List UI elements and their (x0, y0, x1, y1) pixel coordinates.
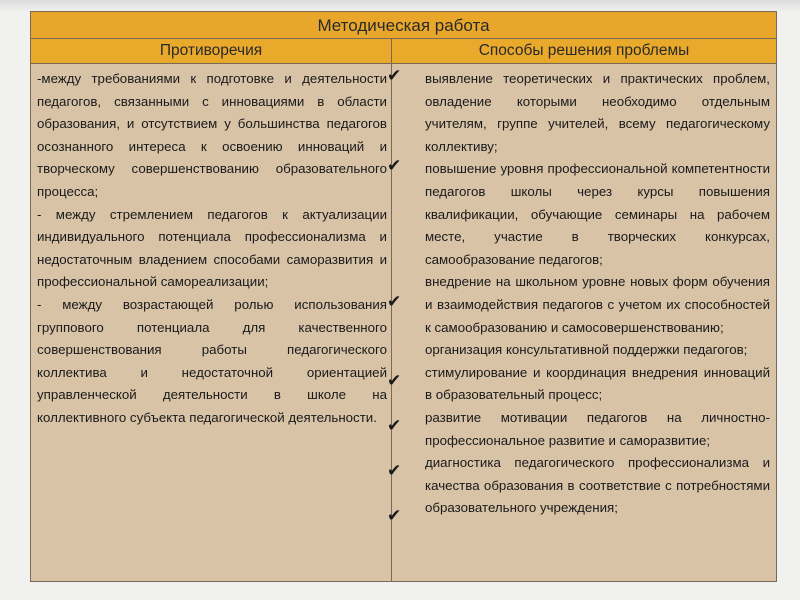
solution-item: стимулирование и координация внедрения инноваций в образовательный процесс; (425, 364, 770, 403)
checkmark-icon: ✔ (387, 156, 402, 176)
methodical-work-table (30, 11, 777, 582)
table-title: Методическая работа (31, 12, 776, 39)
checkmark-icon: ✔ (387, 371, 402, 391)
solutions-cell (425, 68, 770, 520)
table-header-row (31, 39, 776, 64)
checkmark-icon: ✔ (387, 292, 402, 312)
contradiction-item: - между возрастающей ролью использования группового потенциала для качественного совершенствования работы педагогического коллектива и недостаточной ориентацией управленческой деятельности в школе на коллективного субъекта педагогической деятельности. (37, 296, 387, 425)
checkmark-icon: ✔ (387, 506, 402, 526)
contradictions-cell (37, 68, 387, 430)
solution-item: диагностика педагогического профессионализма и качества образования в соответствие с потребностями образовательного учреждения; (425, 455, 770, 516)
solution-item: повышение уровня профессиональной компетентности педагогов школы через курсы повышения квалификации, обучающие семинары на рабочем месте, участие в творческих конкурсах, самообразование педагогов; (425, 161, 770, 267)
checkmark-icon: ✔ (387, 416, 402, 436)
column-divider (391, 64, 392, 582)
solution-item: внедрение на школьном уровне новых форм обучения и взаимодействия педагогов с учетом их способностей к самообразованию и самосовершенствованию; (425, 274, 770, 335)
column-header-solutions: Способы решения проблемы (478, 42, 690, 59)
checkmark-icon: ✔ (387, 461, 402, 481)
contradiction-item: - между стремлением педагогов к актуализации индивидуального потенциала профессионализма и недостаточным владением способами саморазвития и профессиональной самореализации; (37, 206, 387, 290)
solution-item: выявление теоретических и практических проблем, овладение которыми необходимо отдельным учителям, группе учителей, всему педагогическому коллективу; (425, 71, 770, 154)
checkmark-icon: ✔ (387, 66, 402, 86)
column-header-contradictions: Противоречия (31, 39, 392, 63)
solution-item: организация консультативной поддержки педагогов; (425, 342, 748, 358)
contradiction-item: -между требованиями к подготовке и деятельности педагогов, связанными с инновациями в области образования, и отсутствием у большинства педагогов осознанного интереса к освоению инноваций и творческому совершенствованию образовательного процесса; (37, 71, 387, 199)
solution-item: развитие мотивации педагогов на личностно-профессиональное развитие и саморазвитие; (425, 409, 770, 448)
